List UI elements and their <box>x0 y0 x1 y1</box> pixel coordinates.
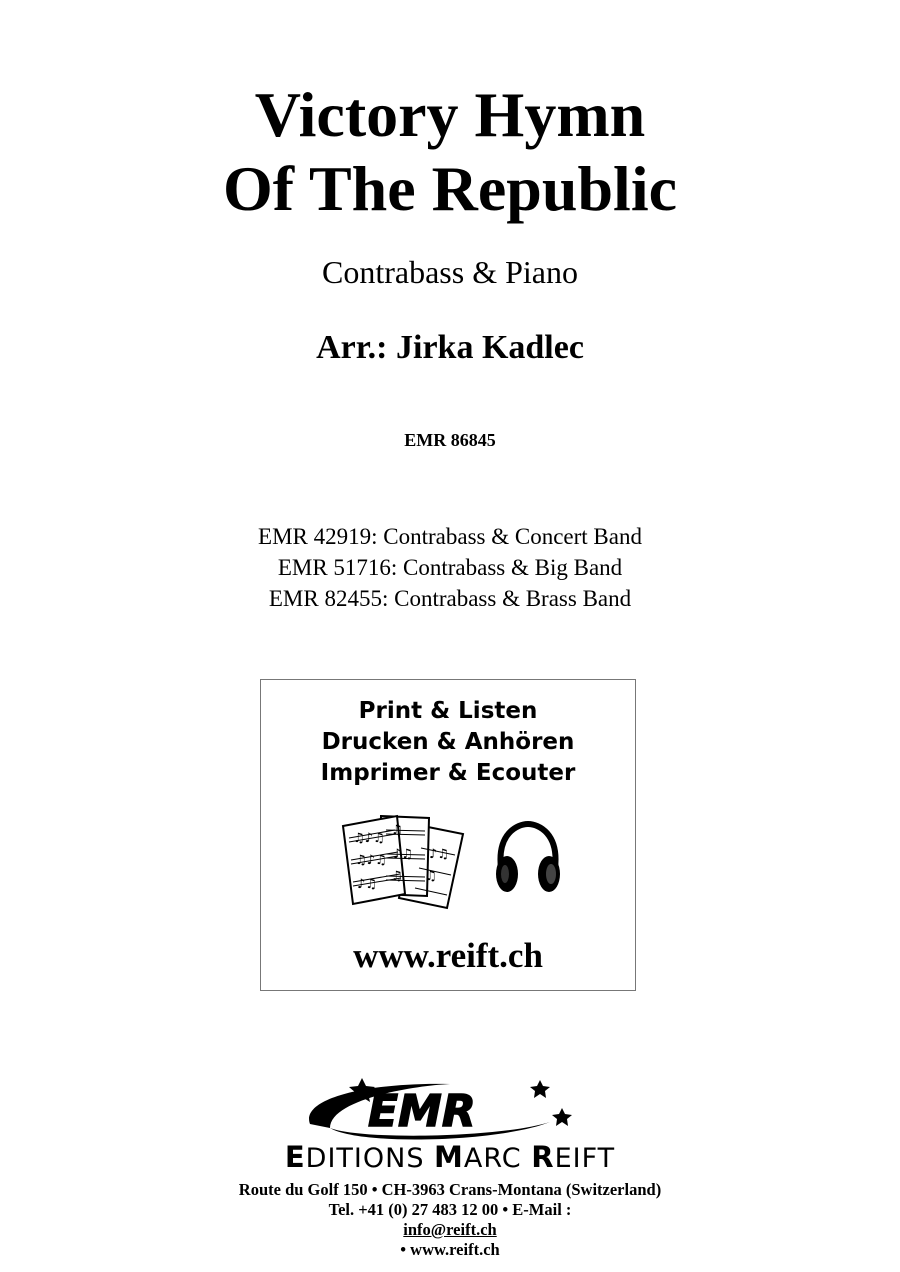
edition-item: EMR 51716: Contrabass & Big Band <box>277 555 623 580</box>
page-title <box>0 78 900 226</box>
edition-item: EMR 82455: Contrabass & Brass Band <box>268 586 632 611</box>
emr-logo <box>300 1072 590 1144</box>
svg-text:♫♪♫: ♫♪♫ <box>353 831 385 846</box>
title-line-1: Victory Hymn <box>254 79 646 150</box>
logo-text: EMR <box>368 1086 476 1137</box>
publisher-name: EDITIONS MARC REIFT <box>284 1140 616 1174</box>
promo-line-fr: Imprimer & Ecouter <box>320 760 576 786</box>
print-listen-box <box>260 679 636 991</box>
svg-text:♫♪♫: ♫♪♫ <box>355 853 387 868</box>
promo-line-de: Drucken & Anhören <box>321 729 575 755</box>
svg-text:♫: ♫ <box>425 869 437 884</box>
svg-text:♫: ♫ <box>391 869 403 884</box>
website-link[interactable]: www.reift.ch <box>353 936 543 975</box>
title-line-2: Of The Republic <box>223 153 677 224</box>
other-editions-list <box>0 521 900 614</box>
edition-item: EMR 42919: Contrabass & Concert Band <box>258 524 642 549</box>
sheet-music-icon <box>341 812 471 912</box>
headphones-icon <box>493 820 563 900</box>
publisher-address <box>0 1180 900 1260</box>
email-link[interactable]: info@reift.ch <box>403 1220 497 1239</box>
promo-text <box>261 696 635 789</box>
catalog-number: EMR 86845 <box>404 430 496 450</box>
svg-text:♫: ♫ <box>391 823 403 838</box>
promo-line-en: Print & Listen <box>358 698 538 724</box>
svg-text:♪♫: ♪♫ <box>393 847 413 862</box>
svg-text:♪♫: ♪♫ <box>429 847 449 862</box>
arranger: Arr.: Jirka Kadlec <box>316 329 584 366</box>
address-line: Route du Golf 150 • CH-3963 Crans-Montana (Switzerland) <box>238 1180 662 1199</box>
instrumentation: Contrabass & Piano <box>322 254 578 290</box>
contact-line: Tel. +41 (0) 27 483 12 00 • E-Mail : info@reift.ch • www.reift.ch <box>328 1200 572 1259</box>
svg-text:♪♫: ♪♫ <box>357 877 377 892</box>
